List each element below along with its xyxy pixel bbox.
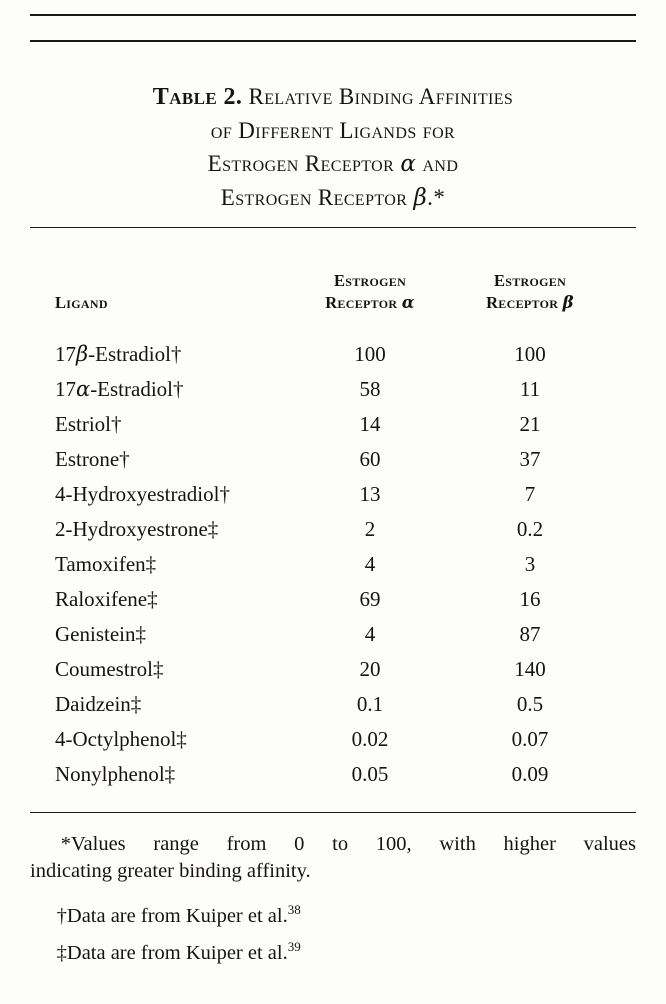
footnote-dagger: †Data are from Kuiper et al.$^{38}$: [56, 902, 301, 927]
table-number-label: Table 2.: [152, 84, 243, 110]
ligand-cell: Nonylphenol‡: [55, 761, 176, 786]
ligand-cell: Genistein‡: [55, 621, 146, 646]
er-alpha-value: 4: [364, 551, 376, 576]
er-alpha-value: 13: [359, 481, 381, 506]
er-beta-value: 3: [524, 551, 536, 576]
ligand-cell: 4-Octylphenol‡: [55, 726, 187, 751]
table-row: [30, 616, 600, 651]
rule-below-title: [30, 227, 636, 228]
ligand-cell: 4-Hydroxyestradiol†: [55, 481, 230, 506]
footnote-double-dagger: ‡Data are from Kuiper et al.$^{39}$: [56, 939, 301, 964]
ligand-cell: Estriol†: [55, 411, 122, 436]
table-title: [30, 80, 636, 215]
reference-superscript: 39: [287, 939, 301, 955]
column-header-er-alpha: Estrogen Receptor α: [325, 271, 415, 312]
er-alpha-value: 58: [359, 376, 381, 401]
greek-beta: β: [413, 185, 428, 211]
reference-superscript: 38: [287, 902, 301, 918]
column-header-ligand: Ligand: [55, 293, 108, 312]
er-alpha-value: 4: [364, 621, 376, 646]
greek-alpha: α: [400, 151, 417, 177]
er-alpha-value: 0.05: [351, 761, 389, 786]
table-title-line-1: Table 2. Relative Binding Affinities: [152, 84, 514, 110]
top-rule-2: [30, 40, 636, 42]
table-content: [30, 14, 636, 967]
er-beta-value: 37: [519, 446, 541, 471]
ligand-cell: Raloxifene‡: [55, 586, 158, 611]
ligand-cell: Daidzein‡: [55, 691, 142, 716]
er-beta-value: 140: [514, 656, 546, 681]
table-row: [30, 476, 600, 511]
column-header-er-beta: Estrogen Receptor β: [486, 271, 574, 312]
er-beta-value: 0.2: [516, 516, 544, 541]
table-row: [30, 371, 600, 406]
greek-alpha: α: [401, 293, 415, 312]
er-alpha-value: 100: [354, 341, 386, 366]
table-row: [30, 686, 600, 721]
top-rule-1: [30, 14, 636, 16]
ligand-cell: Coumestrol‡: [55, 656, 164, 681]
er-alpha-value: 0.02: [351, 726, 389, 751]
table-row: [30, 756, 600, 791]
er-beta-value: 100: [514, 341, 546, 366]
er-alpha-value: 20: [359, 656, 381, 681]
ligand-cell: 17α-Estradiol†: [55, 376, 184, 401]
er-beta-value: 11: [519, 376, 541, 401]
er-beta-value: 0.5: [516, 691, 544, 716]
table-row: [30, 441, 600, 476]
er-beta-value: 21: [519, 411, 541, 436]
table-row: [30, 581, 600, 616]
ligand-cell: Estrone†: [55, 446, 130, 471]
binding-affinities-table: [30, 270, 600, 791]
table-row: [30, 406, 600, 441]
table-row: [30, 651, 600, 686]
table-row: [30, 336, 600, 371]
footnote-star: *Values range from 0 to 100, with higher values indicating greater binding affinity.: [30, 833, 636, 882]
er-alpha-value: 69: [359, 586, 381, 611]
er-beta-value: 16: [519, 586, 541, 611]
footnotes: [30, 831, 636, 967]
er-alpha-value: 60: [359, 446, 381, 471]
er-beta-value: 7: [524, 481, 536, 506]
table-title-line-3: Estrogen Receptor α and: [207, 151, 459, 177]
er-beta-value: 0.09: [511, 761, 549, 786]
ligand-cell: 17β-Estradiol†: [55, 341, 182, 366]
table-row: [30, 511, 600, 546]
er-beta-value: 0.07: [511, 726, 549, 751]
table-title-line-4: Estrogen Receptor β.*: [220, 185, 446, 211]
table-title-line-2: of Different Ligands for: [210, 118, 456, 143]
rule-above-footnotes: [30, 812, 636, 813]
ligand-cell: Tamoxifen‡: [55, 551, 157, 576]
ligand-cell: 2-Hydroxyestrone‡: [55, 516, 219, 541]
header-row: [30, 270, 600, 336]
er-alpha-value: 0.1: [356, 691, 384, 716]
table-row: [30, 546, 600, 581]
er-alpha-value: 2: [364, 516, 376, 541]
er-beta-value: 87: [519, 621, 541, 646]
er-alpha-value: 14: [359, 411, 381, 436]
table-row: [30, 721, 600, 756]
greek-beta: β: [562, 293, 574, 312]
